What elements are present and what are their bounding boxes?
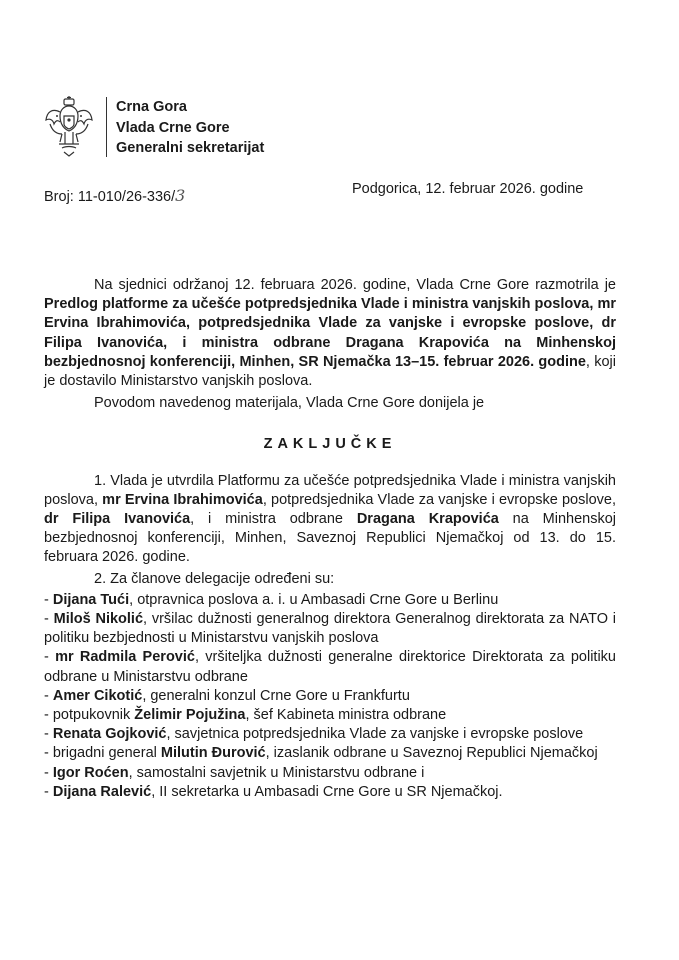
member-role: , vršilac dužnosti generalnog direktora Generalnog direktorata za NATO i politiku bezbjednosti u Ministarstvu vanjskih poslova xyxy=(44,611,616,647)
conclusion-1-name-3: Dragana Krapovića xyxy=(356,511,499,528)
delegation-item xyxy=(44,687,616,706)
member-name: Renata Gojković xyxy=(52,726,167,743)
conclusion-1 xyxy=(44,472,616,568)
member-name: Milutin Đurović xyxy=(160,745,266,762)
member-name: Miloš Nikolić xyxy=(53,611,144,628)
member-name: Želimir Pojužina xyxy=(134,707,246,724)
member-name: Dijana Ralević xyxy=(52,783,152,800)
conclusion-2-title: 2. Za članove delegacije određeni su: xyxy=(94,570,335,587)
member-role: , izaslanik odbrane u Saveznoj Republici Njemačkoj xyxy=(265,745,598,762)
document-body xyxy=(44,276,616,802)
delegation-item xyxy=(44,706,616,725)
conclusion-1-text-e: na Minhenskoj bezbjednosnoj konferenciji, Minhen, Saveznoj Republici Njemačkoj od 13. do 15. februara 2026. godine. xyxy=(44,511,617,566)
delegation-item xyxy=(44,610,616,648)
delegation-item xyxy=(44,725,616,744)
item-prefix: - xyxy=(44,649,56,666)
intro-paragraph xyxy=(44,276,616,391)
delegation-list xyxy=(44,591,616,802)
item-prefix: - xyxy=(44,783,53,800)
member-role: , vršiteljka dužnosti generalne direktorice Direktorata za politiku odbrane u Ministarstvu odbrane xyxy=(44,649,616,685)
conclusion-1-name-2: dr Filipa Ivanovića xyxy=(44,511,191,528)
member-role: , generalni konzul Crne Gore u Frankfurtu xyxy=(142,687,410,704)
proposal-title: Predlog platforme za učešće potpredsjednika Vlade i ministra vanjskih poslova, mr Ervina Ibrahimovića, potpredsjednika Vlade za vanjske i evropske poslove, dr Filipa Ivanovića, i ministra odbrane Dragana Krapovića na Minhenskoj bezbjednosnoj konferenciji, Minhen, SR Njemačka 13–15. februar 2026. godine xyxy=(44,296,616,370)
member-role: , samostalni savjetnik u Ministarstvu odbrane i xyxy=(128,764,425,781)
item-prefix: - xyxy=(44,726,53,743)
government-name: Vlada Crne Gore xyxy=(116,119,230,136)
conclusion-1-name-1: mr Ervina Ibrahimovića xyxy=(102,491,263,508)
conclusion-1-text-d: , i ministra odbrane xyxy=(190,511,357,528)
member-role: , šef Kabineta ministra odbrane xyxy=(245,707,447,724)
conclusions-heading: ZAKLJUČKE xyxy=(263,436,397,453)
item-prefix: - xyxy=(44,687,53,704)
place-date: Podgorica, 12. februar 2026. godine xyxy=(352,181,584,197)
member-role: , savjetnica potpredsjednika Vlade za vanjske i evropske poslove xyxy=(166,726,584,743)
header-divider xyxy=(106,97,107,157)
intro-prefix: Na sjednici održanoj 12. februara 2026. godine, Vlada Crne Gore razmotrila je xyxy=(94,277,616,293)
delegation-item xyxy=(44,783,616,802)
reference-label: Broj: 11-010/26-336/ xyxy=(44,189,176,205)
item-prefix: - xyxy=(44,611,54,628)
issuer-block xyxy=(116,97,264,159)
intro-suffix: , koji je dostavilo Ministarstvo vanjskih poslova. xyxy=(44,353,616,390)
member-name: mr Radmila Perović xyxy=(55,649,195,666)
item-prefix: - xyxy=(44,591,53,608)
office-name: Generalni sekretarijat xyxy=(116,140,265,156)
coat-of-arms-icon xyxy=(44,96,94,158)
delegation-item xyxy=(44,764,616,783)
item-prefix: - brigadni general xyxy=(44,745,161,762)
intro-adoption-line: Povodom navedenog materijala, Vlada Crne Gore donijela je xyxy=(94,395,485,412)
conclusion-1-text-a: 1. Vlada je utvrdila Platformu za učešće potpredsjednika Vlade i ministra vanjskih poslova, xyxy=(44,472,616,508)
member-role: , II sekretarka u Ambasadi Crne Gore u SR Njemačkoj. xyxy=(151,783,503,800)
reference-number xyxy=(44,186,185,205)
member-name: Igor Roćen xyxy=(52,764,129,781)
delegation-item xyxy=(44,591,616,610)
delegation-item xyxy=(44,648,616,686)
country-name: Crna Gora xyxy=(116,99,187,115)
item-prefix: - xyxy=(44,764,53,781)
member-role: , otpravnica poslova a. i. u Ambasadi Crne Gore u Berlinu xyxy=(129,591,499,608)
member-name: Amer Cikotić xyxy=(52,687,143,704)
delegation-item xyxy=(44,744,616,763)
handwritten-suffix: 3 xyxy=(175,186,186,205)
item-prefix: - potpukovnik xyxy=(44,707,135,724)
member-name: Dijana Tući xyxy=(52,591,130,608)
conclusion-1-text-c: , potpredsjednika Vlade za vanjske i evropske poslove, xyxy=(262,491,616,508)
